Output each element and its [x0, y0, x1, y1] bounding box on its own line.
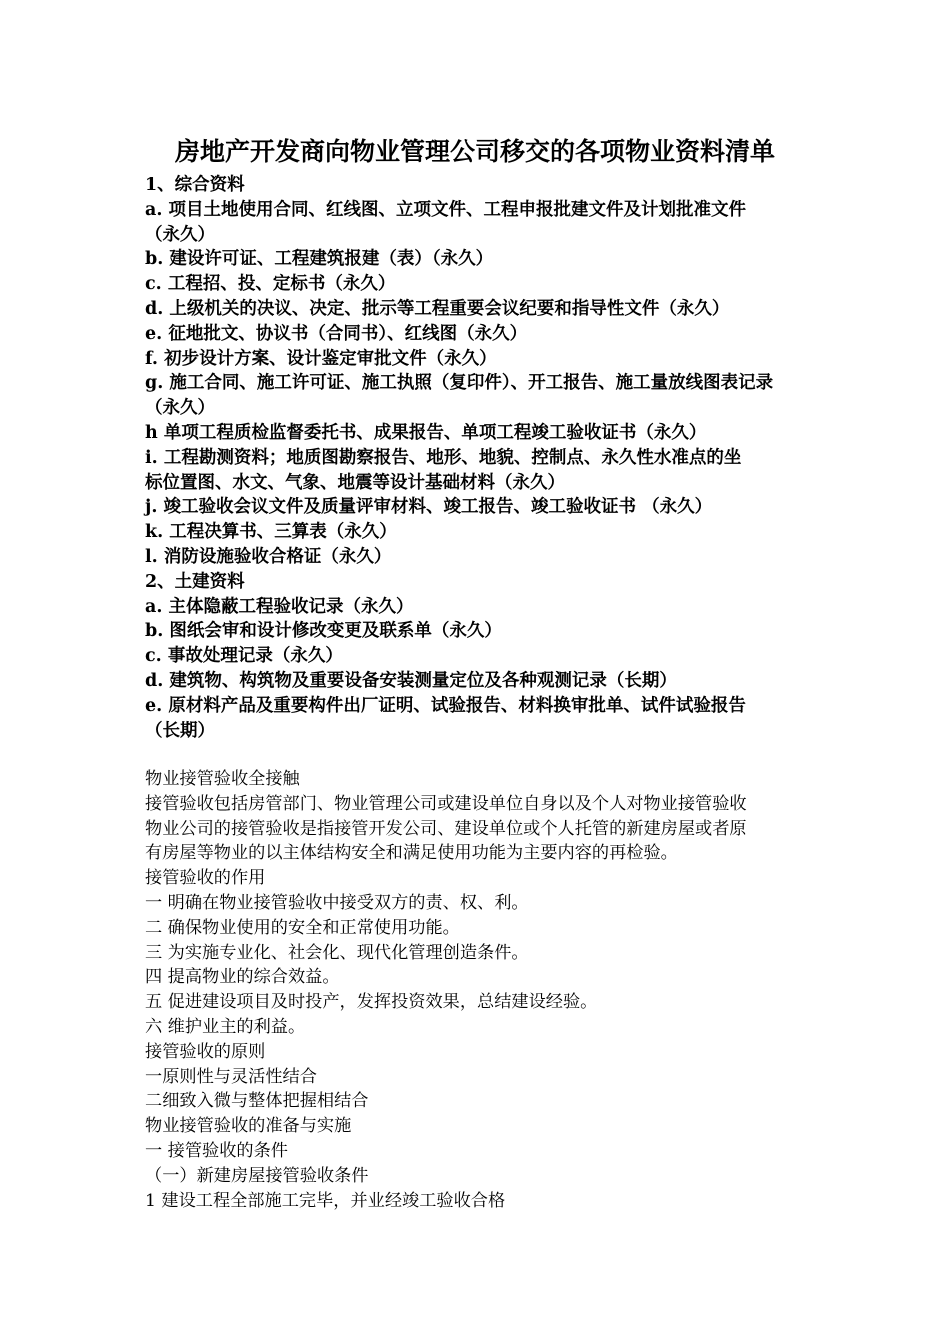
- list-item: d. 上级机关的决议、决定、批示等工程重要会议纪要和指导性文件（永久）: [145, 298, 730, 319]
- paragraph-heading: 接管验收的作用: [145, 868, 266, 889]
- list-item: 一 接管验收的条件: [145, 1140, 288, 1161]
- list-item: e. 原材料产品及重要构件出厂证明、试验报告、材料换审批单、试件试验报告: [145, 695, 746, 716]
- list-item: 二 确保物业使用的安全和正常使用功能。: [145, 917, 460, 938]
- list-item: c. 事故处理记录（永久）: [145, 646, 343, 667]
- list-item-continuation: （永久）: [145, 398, 215, 419]
- list-item: c. 工程招、投、定标书（永久）: [145, 274, 396, 295]
- list-item-continuation: （长期）: [145, 720, 215, 741]
- paragraph-line: 有房屋等物业的以主体结构安全和满足使用功能为主要内容的再检验。: [145, 843, 678, 864]
- list-item: f. 初步设计方案、设计鉴定审批文件（永久）: [145, 348, 497, 369]
- list-item: i. 工程勘测资料；地质图勘察报告、地形、地貌、控制点、永久性水准点的坐: [145, 447, 742, 468]
- list-item: 一原则性与灵活性结合: [145, 1066, 317, 1087]
- paragraph-heading: 物业接管验收全接触: [145, 769, 300, 789]
- list-item: （一）新建房屋接管验收条件: [145, 1165, 369, 1186]
- list-item: 六 维护业主的利益。: [145, 1016, 306, 1037]
- paragraph-heading: 物业接管验收的准备与实施: [145, 1116, 352, 1137]
- list-item: 一 明确在物业接管验收中接受双方的责、权、利。: [145, 892, 529, 913]
- section-heading: 2、土建资料: [145, 571, 245, 592]
- list-item: k. 工程决算书、三算表（永久）: [145, 522, 397, 543]
- list-item: 三 为实施专业化、社会化、现代化管理创造条件。: [145, 942, 529, 963]
- list-item: 1 建设工程全部施工完毕，并业经竣工验收合格: [145, 1190, 506, 1211]
- list-item: 四 提高物业的综合效益。: [145, 967, 340, 988]
- list-item: g. 施工合同、施工许可证、施工执照（复印件）、开工报告、施工量放线图表记录: [145, 373, 774, 394]
- paragraph-heading: 接管验收的原则: [145, 1041, 266, 1062]
- materials-list-section: [145, 173, 815, 743]
- list-item: l. 消防设施验收合格证（永久）: [145, 546, 392, 567]
- list-item: d. 建筑物、构筑物及重要设备安装测量定位及各种观测记录（长期）: [145, 670, 677, 691]
- handover-acceptance-section: [145, 767, 815, 1213]
- paragraph-line: 物业公司的接管验收是指接管开发公司、建设单位或个人托管的新建房屋或者原: [145, 818, 747, 839]
- list-item: a. 项目土地使用合同、红线图、立项文件、工程申报批建文件及计划批准文件: [145, 199, 747, 220]
- document-title: 房地产开发商向物业管理公司移交的各项物业资料清单: [174, 137, 775, 166]
- list-item: 五 促进建设项目及时投产，发挥投资效果，总结建设经验。: [145, 992, 598, 1013]
- section-heading: 1、综合资料: [145, 175, 245, 195]
- list-item: b. 建设许可证、工程建筑报建（表）（永久）: [145, 249, 494, 270]
- list-item: h 单项工程质检监督委托书、成果报告、单项工程竣工验收证书（永久）: [145, 422, 707, 443]
- list-item: j. 竣工验收会议文件及质量评审材料、竣工报告、竣工验收证书 （永久）: [145, 497, 713, 518]
- list-item: b. 图纸会审和设计修改变更及联系单（永久）: [145, 621, 502, 642]
- list-item-continuation: 标位置图、水文、气象、地震等设计基础材料（永久）: [145, 472, 565, 493]
- list-item: a. 主体隐蔽工程验收记录（永久）: [145, 596, 414, 617]
- list-item-continuation: （永久）: [145, 224, 215, 245]
- paragraph-line: 接管验收包括房管部门、物业管理公司或建设单位自身以及个人对物业接管验收: [145, 793, 747, 814]
- list-item: e. 征地批文、协议书（合同书）、红线图（永久）: [145, 323, 528, 344]
- list-item: 二细致入微与整体把握相结合: [145, 1091, 369, 1112]
